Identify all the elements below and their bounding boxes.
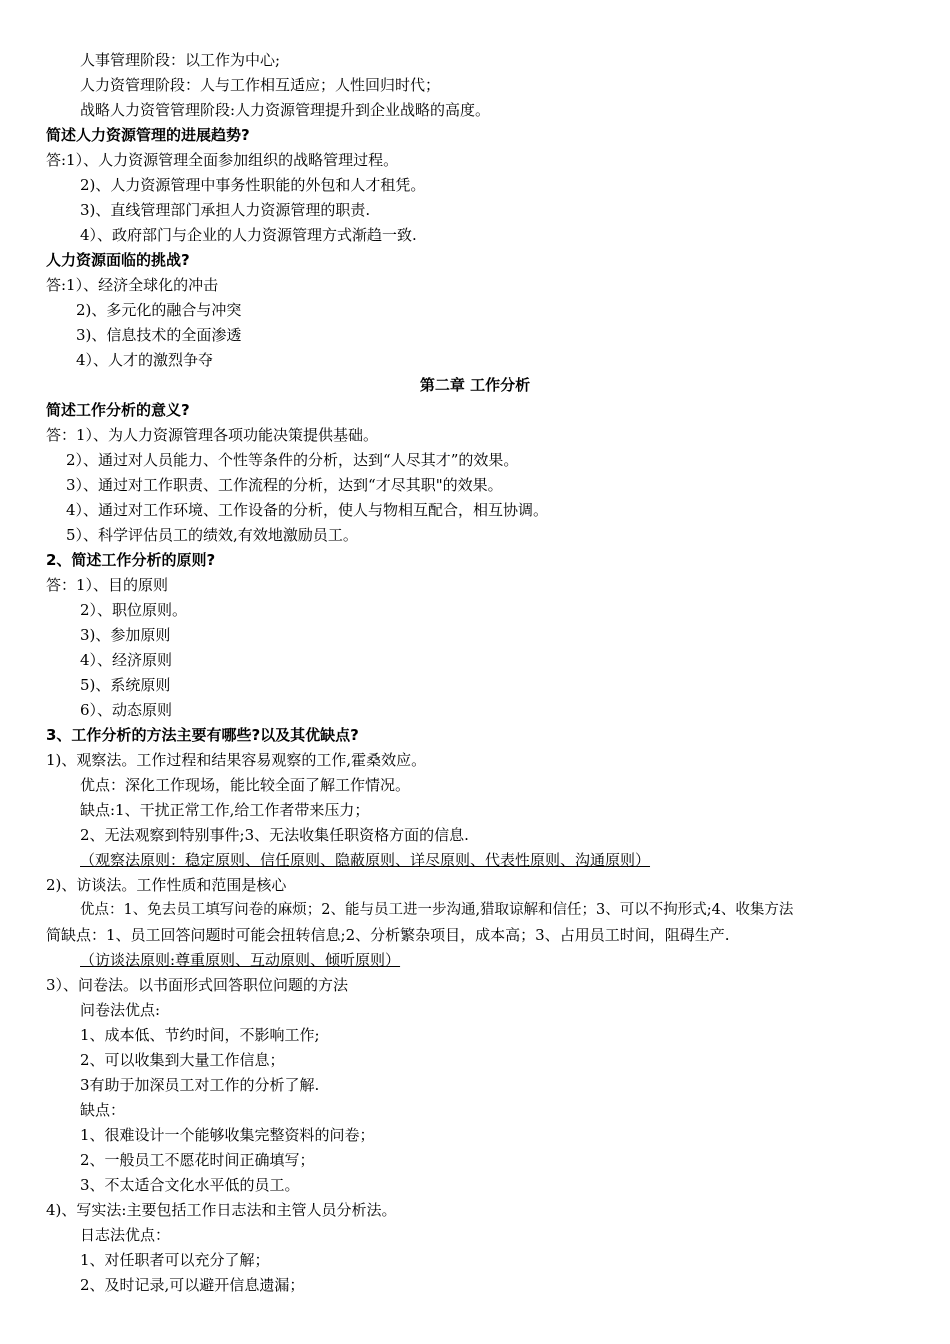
text-line: 1)、观察法。工作过程和结果容易观察的工作,霍桑效应。 xyxy=(46,751,427,769)
text-line: 2、及时记录,可以避开信息遗漏； xyxy=(80,1276,305,1294)
text-line: 2、可以收集到大量工作信息； xyxy=(80,1051,285,1069)
text-line: 简缺点：1、员工回答问题时可能会扭转信息;2、分析繁杂项目，成本高；3、占用员工时间，阻碍生产. xyxy=(46,926,730,944)
text-line: 4）、通过对工作环境、工作设备的分析，使人与物相互配合，相互协调。 xyxy=(66,501,549,519)
text-line: 1、对任职者可以充分了解； xyxy=(80,1251,270,1269)
text-line: 问卷法优点: xyxy=(80,1001,161,1019)
text-line: 日志法优点： xyxy=(80,1226,171,1244)
text-line: 2)、人力资源管理中事务性职能的外包和人才租凭。 xyxy=(80,176,426,194)
text-line: 2、无法观察到特别事件;3、无法收集任职资格方面的信息. xyxy=(80,826,469,844)
text-line: 缺点:1、干扰正常工作,给工作者带来压力； xyxy=(80,801,370,819)
text-line: 3）、问卷法。以书面形式回答职位问题的方法 xyxy=(46,976,349,994)
principles-note: （访谈法原则:尊重原则、互动原则、倾听原则） xyxy=(80,951,401,969)
text-line: 5)、系统原则 xyxy=(80,676,171,694)
text-line: 答：1）、为人力资源管理各项功能决策提供基础。 xyxy=(46,426,379,444)
text-line: 4）、经济原则 xyxy=(80,651,173,669)
text-line: 6）、动态原则 xyxy=(80,701,173,719)
text-line: 人事管理阶段：以工作为中心; xyxy=(80,51,281,69)
principles-note: （观察法原则：稳定原则、信任原则、隐蔽原则、详尽原则、代表性原则、沟通原则） xyxy=(80,851,651,869)
question-heading: 人力资源面临的挑战? xyxy=(46,251,190,269)
chapter-title: 第二章 工作分析 xyxy=(419,376,531,394)
text-line: 答：1）、目的原则 xyxy=(46,576,169,594)
question-heading: 简述人力资源管理的进展趋势? xyxy=(46,126,250,144)
text-line: 4）、政府部门与企业的人力资源管理方式渐趋一致. xyxy=(80,226,417,244)
question-heading: 3、工作分析的方法主要有哪些?以及其优缺点? xyxy=(46,726,359,744)
text-line: 3)、直线管理部门承担人力资源管理的职责. xyxy=(80,201,371,219)
text-line: 4）、人才的激烈争夺 xyxy=(76,351,214,369)
text-line: 优点：深化工作现场，能比较全面了解工作情况。 xyxy=(80,776,411,794)
text-line: 1、很难设计一个能够收集完整资料的问卷； xyxy=(80,1126,375,1144)
text-line: 3、不太适合文化水平低的员工。 xyxy=(80,1176,300,1194)
text-line: 缺点： xyxy=(80,1101,126,1119)
text-line: 答:1）、经济全球化的冲击 xyxy=(46,276,219,294)
text-line: 人力资管理阶段：人与工作相互适应；人性回归时代； xyxy=(80,76,441,94)
text-line: 5）、科学评估员工的绩效,有效地激励员工。 xyxy=(66,526,358,544)
question-heading: 简述工作分析的意义? xyxy=(46,401,190,419)
text-line: 2)、多元化的融合与冲突 xyxy=(76,301,242,319)
text-line: 3有助于加深员工对工作的分析了解. xyxy=(80,1076,320,1094)
question-heading: 2、简述工作分析的原则? xyxy=(46,551,216,569)
text-line: 3)、参加原则 xyxy=(80,626,171,644)
text-line: 答:1）、人力资源管理全面参加组织的战略管理过程。 xyxy=(46,151,399,169)
text-line: 3)、信息技术的全面渗透 xyxy=(76,326,242,344)
text-line: 4)、写实法:主要包括工作日志法和主管人员分析法。 xyxy=(46,1201,397,1219)
text-line: 3）、通过对工作职责、工作流程的分析，达到“才尽其职"的效果。 xyxy=(66,476,503,494)
text-line: 1、成本低、节约时间，不影响工作; xyxy=(80,1026,320,1044)
text-line: 2)、访谈法。工作性质和范围是核心 xyxy=(46,876,287,894)
text-line: 优点：1、免去员工填写问卷的麻烦；2、能与员工进一步沟通,猎取谅解和信任；3、可以不拘形式;4、收集方法 xyxy=(80,902,794,918)
text-line: 2、一般员工不愿花时间正确填写； xyxy=(80,1151,315,1169)
text-line: 2）、职位原则。 xyxy=(80,601,188,619)
text-line: 2）、通过对人员能力、个性等条件的分析，达到“人尽其才”的效果。 xyxy=(66,451,519,469)
text-line: 战略人力资管管理阶段:人力资源管理提升到企业战略的高度。 xyxy=(80,101,491,119)
